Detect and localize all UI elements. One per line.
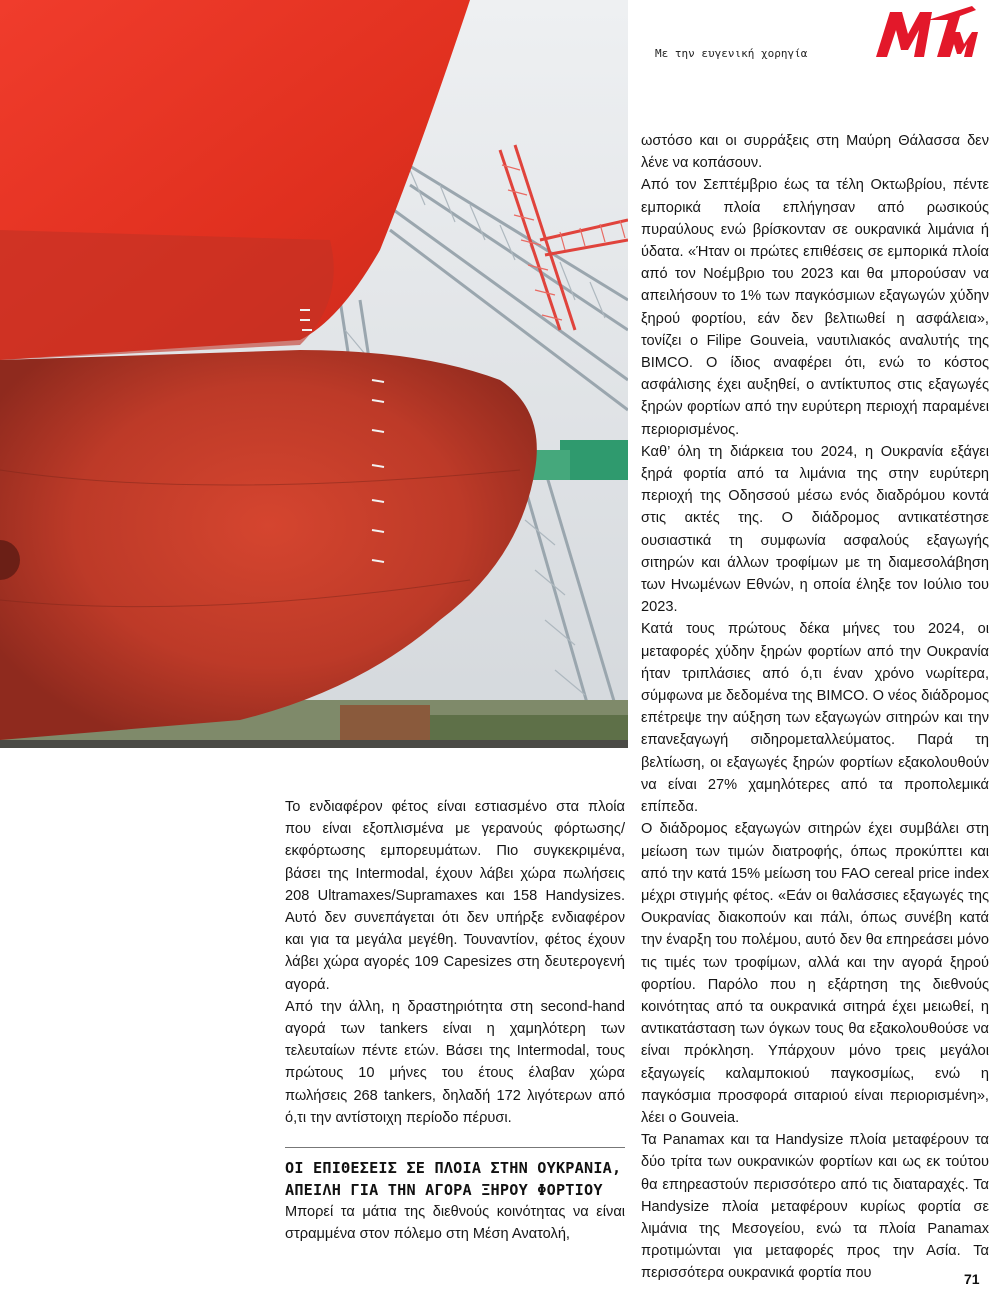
left-column xyxy=(285,796,625,1245)
right-paragraph-1: ωστόσο και οι συρράξεις στη Μαύρη Θάλασσα δεν λένε να κοπάσουν. xyxy=(641,133,989,172)
right-paragraph-5: Ο διάδρομος εξαγωγών σιτηρών έχει συμβάλει στη μείωση των τιμών διατροφής, όπως προκύπτει και από την κατά 15% μείωση του FAO cereal price index μέχρι στιγμής φέτος. «Εάν οι θαλάσσιες εξαγωγές της Ουκρανίας διακοπούν και πάλι, όπως συνέβη κατά την έναρξη του πολέμου, αυτό δεν θα επηρεάσει μόνο τις τιμές των τροφίμων, αλλά και την αγορά ξηρού φορτίου. Παρόλο που η εξάρτηση της διεθνούς κοινότητας από τα ουκρανικά σιτηρά έχει μειωθεί, η αντικατάσταση των όγκων τους θα εξακολουθούσε να είναι πρόκληση. Υπάρχουν μόνο τρεις μεγάλοι εξαγωγείς καλαμποκιού παγκοσμίως, ενώ η παγκόσμια προσφορά σιταριού είναι περιορισμένη», λέει ο Gouveia. xyxy=(641,821,989,1126)
ship-bulbous-bow-photo xyxy=(0,0,628,748)
right-column xyxy=(641,130,989,1285)
ship-photo xyxy=(0,0,628,748)
right-paragraph-2: Από τον Σεπτέμβριο έως τα τέλη Οκτωβρίου, πέντε εμπορικά πλοία επλήγησαν από ρωσικούς πυραύλους ενώ βρίσκονταν σε ουκρανικά λιμάνια ή ύδατα. «Ήταν οι πρώτες επιθέσεις σε εμπορικά πλοία από τον Νοέμβριο του 2023 και θα μπορούσαν να απειλήσουν το 1% των παγκόσμιων εξαγωγών χύδην ξηρού φορτίου, εάν δεν βελτιωθεί η ασφάλεια», τονίζει ο Filipe Gouveia, ναυτιλιακός αναλυτής της BIMCO. Ο ίδιος αναφέρει ότι, ενώ το κόστος ασφάλισης έχει αυξηθεί, ο αντίκτυπος στις εξαγωγές ξηρών φορτίων από την ευρύτερη περιοχή παραμένει περιορισμένος. xyxy=(641,177,989,438)
right-paragraph-6: Τα Panamax και τα Handysize πλοία μεταφέρουν τα δύο τρίτα των ουκρανικών φορτίων και ως εκ τούτου θα επηρεαστούν περισσότερο από τις διαταραχές. Τα Handysize πλοία μεταφέρουν κυρίως φορτία σε λιμάνια της Μεσογείου, ενώ τα πλοία Panamax προτιμώνται για μεταφορές προς την Ασία. Τα περισσότερα ουκρανικά φορτία που xyxy=(641,1132,989,1282)
left-paragraph-1: Το ενδιαφέρον φέτος είναι εστιασμένο στα πλοία που είναι εξοπλισμένα με γερανούς φόρτωσης/εκφόρτωσης εμπορευμάτων. Πιο συγκεκριμένα, βάσει της Intermodal, έχουν λάβει χώρα πωλήσεις 208 Ultramaxes/Supramaxes και 158 Handysizes. Αυτό δεν συνεπάγεται ότι δεν υπήρξε ενδιαφέρον και για τα μεγάλα μεγέθη. Τουναντίον, φέτος έχουν λάβει χώρα αγορές 109 Capesizes στη δευτερογενή αγορά. xyxy=(285,799,625,993)
mtm-logo-icon xyxy=(868,2,980,62)
right-paragraph-3: Καθ’ όλη τη διάρκεια του 2024, η Ουκρανία εξάγει ξηρά φορτία από τα λιμάνια της στην ευρύτερη περιοχή της Οδησσού μέσω ενός διαδρόμου κοντά στις ακτές της. Ο διάδρομος αντικατέστησε ουσιαστικά τη συμφωνία ασφαλούς εξαγωγής σιτηρών και άλλων τροφίμων με τη διαμεσολάβηση των Ηνωμένων Εθνών, η οποία έληξε τον Ιούλιο του 2023. xyxy=(641,443,989,616)
left-paragraph-3: Μπορεί τα μάτια της διεθνούς κοινότητας να είναι στραμμένα στον πόλεμο στη Μέση Ανατολή, xyxy=(285,1204,625,1243)
section-divider xyxy=(285,1147,625,1148)
right-paragraph-4: Κατά τους πρώτους δέκα μήνες του 2024, οι μεταφορές χύδην ξηρών φορτίων από την Ουκρανία ήταν τριπλάσιες από ό,τι έναν χρόνο νωρίτερα, σύμφωνα με δεδομένα της BIMCO. Ο νέος διάδρομος επέτρεψε την αύξηση των εξαγωγών σιτηρών και την επανεξαγωγή σιδηρομεταλλεύματος. Παρά τη βελτίωση, οι εξαγωγές ξηρών φορτίων εξακολουθούν να είναι 27% χαμηλότερες από τα προπολεμικά επίπεδα. xyxy=(641,621,989,816)
sponsor-text: Με την ευγενική χορηγία xyxy=(655,47,808,60)
section-heading: ΟΙ ΕΠΙΘΕΣΕΙΣ ΣΕ ΠΛΟΙΑ ΣΤΗΝ ΟΥΚΡΑΝΙΑ, ΑΠΕΙΛΗ ΓΙΑ ΤΗΝ ΑΓΟΡΑ ΞΗΡΟΥ ΦΟΡΤΙΟΥ xyxy=(285,1159,622,1200)
page-number: 71 xyxy=(964,1271,980,1287)
left-paragraph-2: Από την άλλη, η δραστηριότητα στη second-hand αγορά των tankers είναι η χαμηλότερη των τελευταίων πέντε ετών. Βάσει της Intermodal, τους πρώτους 10 μήνες του έτους έλαβαν χώρα πωλήσεις 268 tankers, δηλαδή 172 λιγότερων από ό,τι την αντίστοιχη περίοδο πέρυσι. xyxy=(285,998,625,1126)
